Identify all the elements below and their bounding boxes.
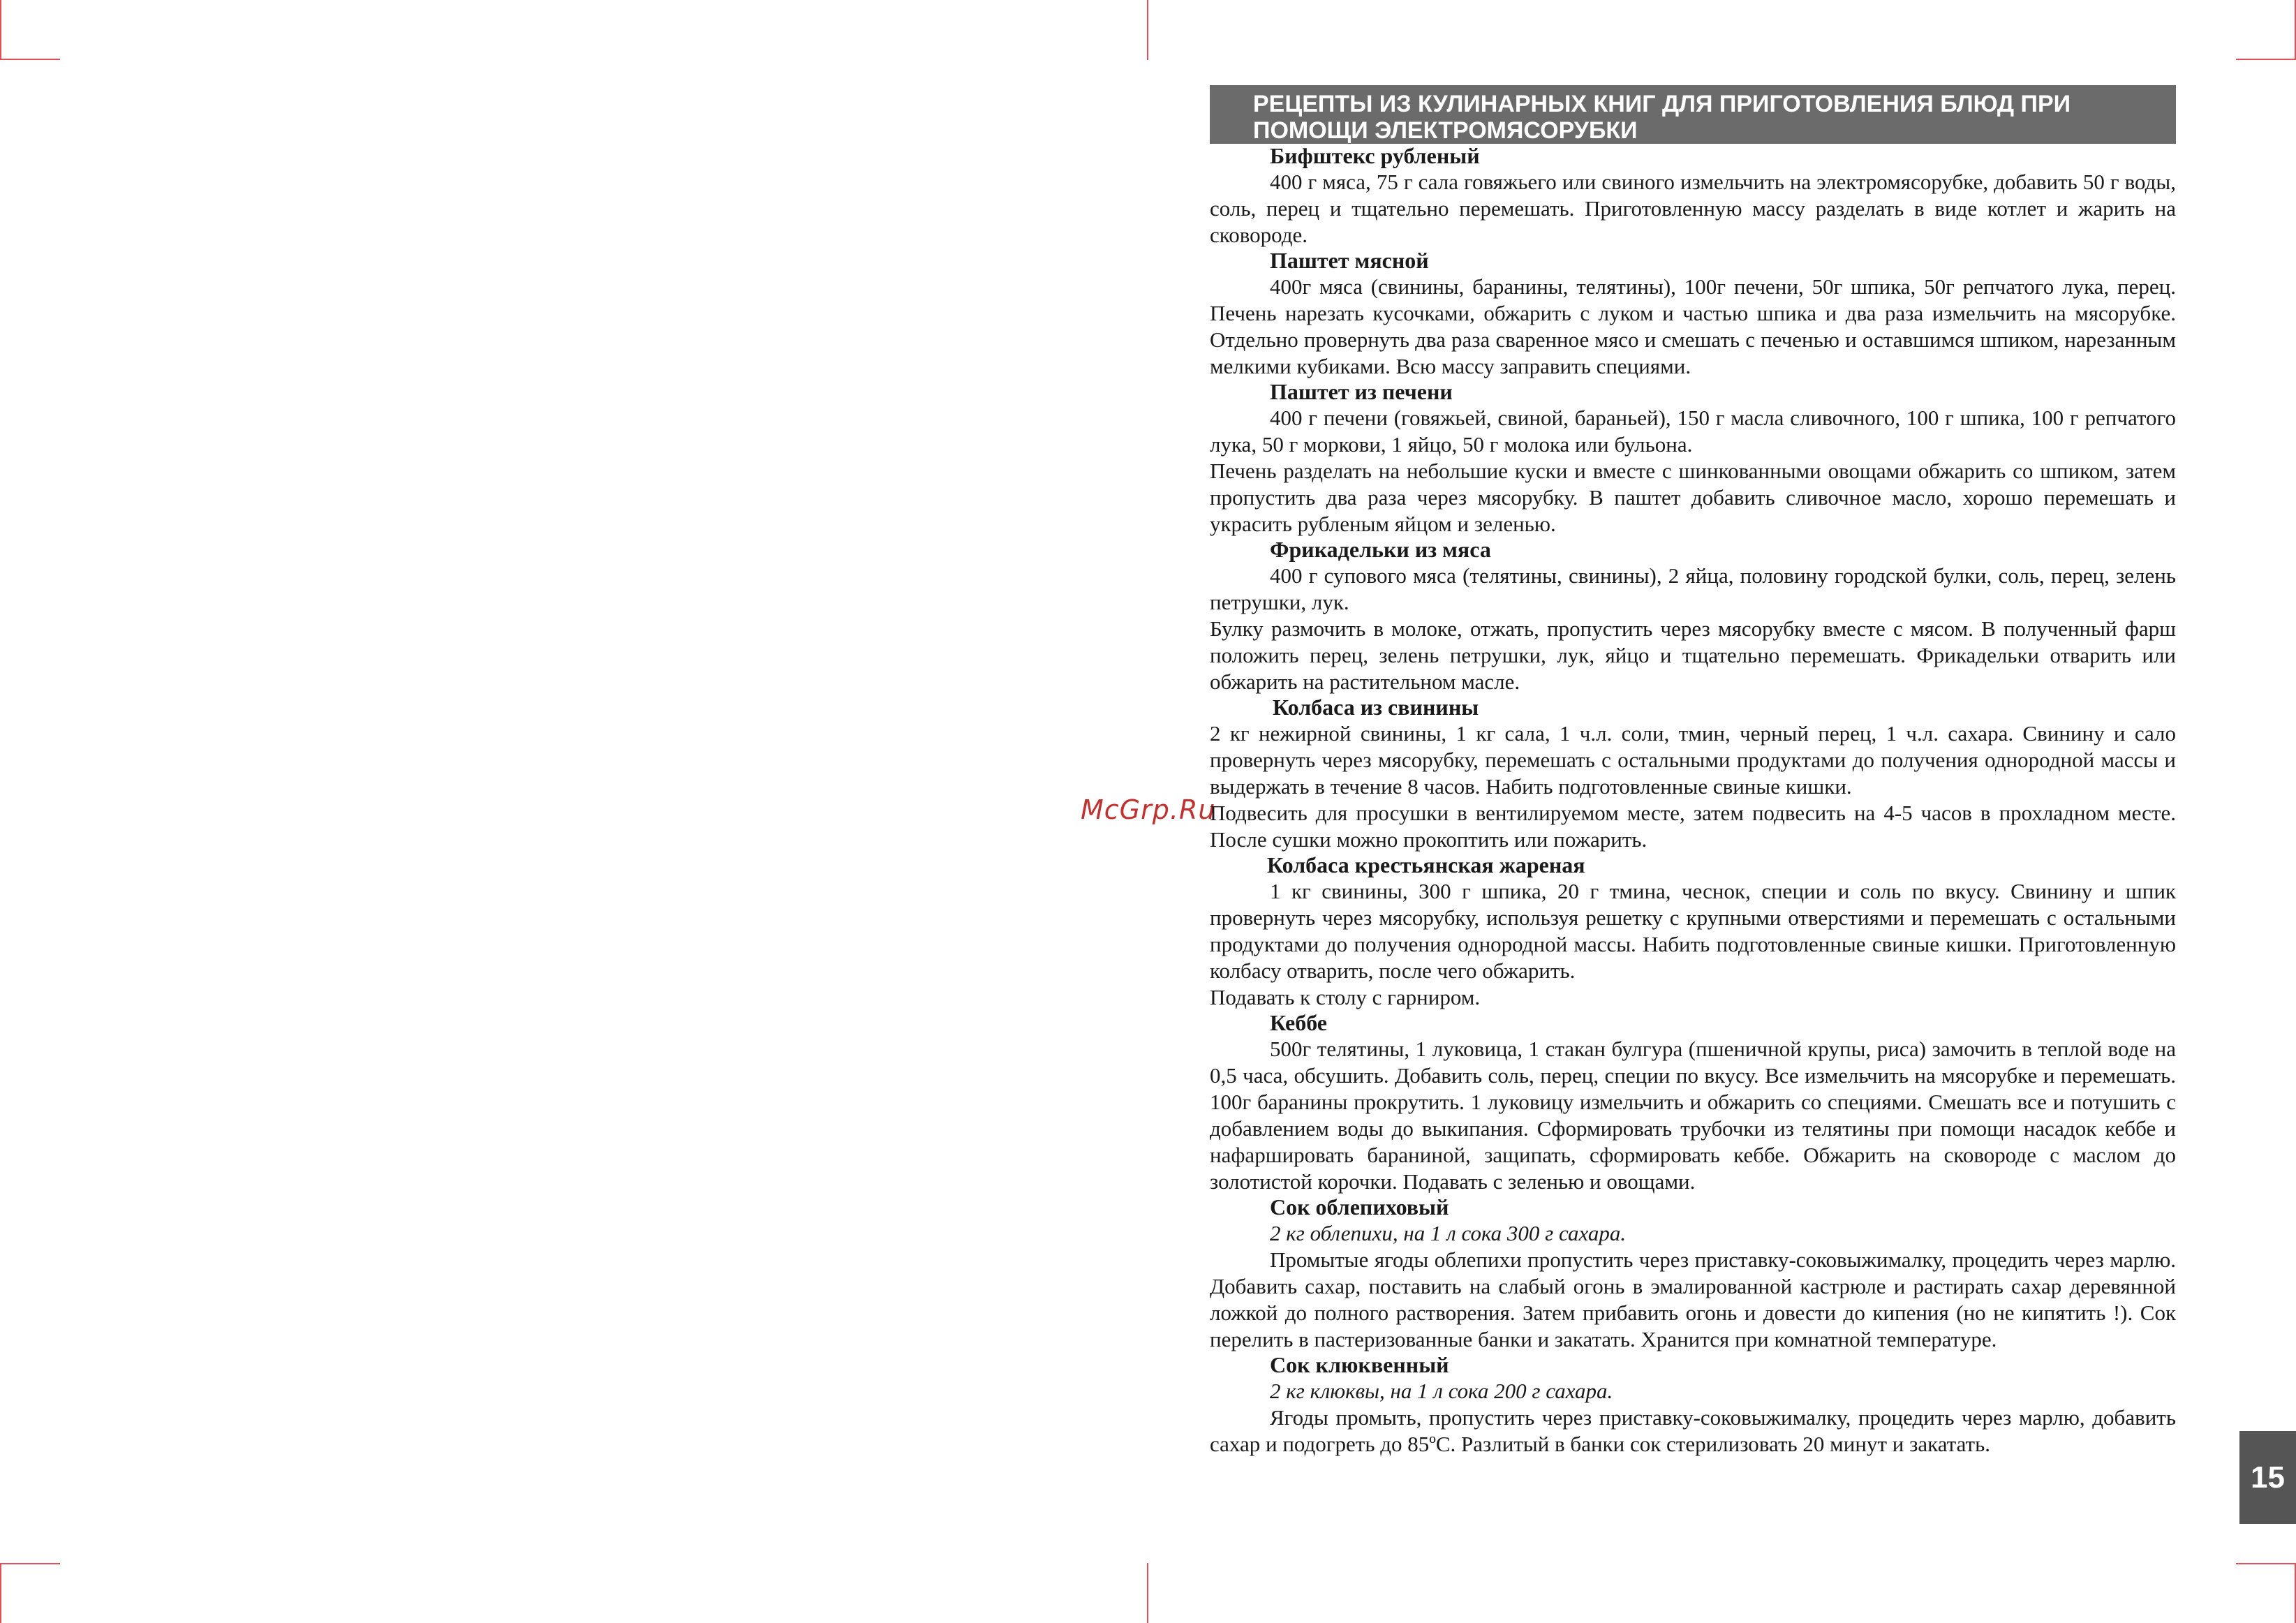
recipe-text: Булку размочить в молоке, отжать, пропустить через мясорубку вместе с мясом. В полученный фарш положить перец, зелень петрушки, лук, яйцо и тщательно перемешать. Фрикадельки отварить или обжарить на растительном масле. — [1210, 616, 2176, 694]
recipe-text: Подавать к столу с гарниром. — [1210, 985, 1481, 1009]
watermark: McGrp.Ru — [1081, 794, 1216, 825]
recipe-text: 400 г мяса, 75 г сала говяжьего или свиного измельчить на электромясорубке, добавить 50 г воды, соль, перец и тщательно перемешать. Приготовленную массу разделать в виде котлет и жарить на сковороде. — [1210, 170, 2176, 247]
recipe-title: Кеббе — [1270, 1010, 1327, 1035]
recipe-kolbasa-krestyanskaya — [1210, 852, 2176, 1011]
recipe-kebbe — [1210, 1009, 2176, 1195]
recipe-text: Печень разделать на небольшие куски и вместе с шинкованными овощами обжарить со шпиком, затем пропустить два раза через мясорубку. В паштет добавить сливочное масло, хорошо перемешать и украсить рубленым яйцом и зеленью. — [1210, 459, 2176, 536]
page-number: 15 — [2239, 1431, 2296, 1524]
crop-mark — [0, 0, 1, 60]
crop-mark — [2236, 1563, 2296, 1564]
recipe-title: Паштет из печени — [1270, 379, 1453, 404]
recipe-ingredients: 400 г печени (говяжьей, свиной, бараньей), 150 г масла сливочного, 100 г шпика, 100 г репчатого лука, 50 г моркови, 1 яйцо, 50 г молока или бульона. — [1210, 406, 2176, 457]
recipe-title: Бифштекс рубленый — [1270, 143, 1480, 168]
crop-mark — [0, 1563, 1, 1623]
recipe-ingredients: 2 кг облепихи, на 1 л сока 300 г сахара. — [1270, 1221, 1627, 1245]
recipe-text: Промытые ягоды облепихи пропустить через приставку-соковыжималку, процедить через марлю. Добавить сахар, поставить на слабый огонь в эмалированной кастрюле и растирать сахар деревянной ложкой до полного растворения. Затем прибавить огонь и довести до кипения (но не кипятить !). Сок перелить в пастеризованные банки и закатать. Хранится при комнатной температуре. — [1210, 1247, 2176, 1351]
recipe-title: Колбаса из свинины — [1273, 695, 1479, 720]
crop-mark — [1147, 1563, 1148, 1623]
recipe-text: 2 кг нежирной свинины, 1 кг сала, 1 ч.л. соли, тмин, черный перец, 1 ч.л. сахара. Свинину и сало провернуть через мясорубку, перемешать с остальными продуктами до получения однородной массы и выдержать в течение 8 часов. Набить подготовленные свиные кишки. — [1210, 721, 2176, 799]
recipe-frikadelki — [1210, 536, 2176, 695]
recipe-sok-oblepikhovy — [1210, 1194, 2176, 1353]
recipe-ingredients: 400 г супового мяса (телятины, свинины), 2 яйца, половину городской булки, соль, перец, зелень петрушки, лук. — [1210, 563, 2176, 614]
recipe-kolbasa-iz-svininy — [1210, 694, 2176, 853]
crop-mark — [0, 1563, 60, 1564]
recipe-text: 400г мяса (свинины, баранины, телятины), 100г печени, 50г шпика, 50г репчатого лука, перец. Печень нарезать кусочками, обжарить с луком и частью шпика и два раза измельчить на мясорубке. Отдельно провернуть два раза сваренное мясо и смешать с печенью и оставшимся шпиком, нарезанным мелкими кубиками. Всю массу заправить специями. — [1210, 274, 2176, 378]
recipe-pashtet-myasnoy — [1210, 247, 2176, 380]
recipe-page — [1210, 85, 2176, 1458]
crop-mark — [1147, 0, 1148, 60]
section-header: РЕЦЕПТЫ ИЗ КУЛИНАРНЫХ КНИГ ДЛЯ ПРИГОТОВЛЕНИЯ БЛЮД ПРИ ПОМОЩИ ЭЛЕКТРОМЯСОРУБКИ — [1210, 85, 2176, 144]
recipe-sok-klyukvenny — [1210, 1351, 2176, 1458]
recipe-text: 500г телятины, 1 луковица, 1 стакан булгура (пшеничной крупы, риса) замочить в теплой воде на 0,5 часа, обсушить. Добавить соль, перец, специи по вкусу. Все измельчить на мясорубке и перемешать. 100г баранины прокрутить. 1 луковицу измельчить и обжарить со специями. Смешать все и потушить с добавлением воды до выкипания. Сформировать трубочки из телятины при помощи насадок кеббе и нафаршировать бараниной, защипать, сформировать кеббе. Обжарить на сковороде с маслом до золотистой корочки. Подавать с зеленью и овощами. — [1210, 1037, 2176, 1194]
crop-mark — [0, 59, 60, 60]
recipe-title: Сок клюквенный — [1270, 1352, 1449, 1377]
recipe-ingredients: 2 кг клюквы, на 1 л сока 200 г сахара. — [1270, 1379, 1613, 1403]
recipe-text: Ягоды промыть, пропустить через приставку-соковыжималку, процедить через марлю, добавить сахар и подогреть до 85ºС. Разлитый в банки сок стерилизовать 20 минут и закатать. — [1210, 1405, 2176, 1456]
recipe-title: Сок облепиховый — [1270, 1194, 1449, 1220]
recipe-text: Подвесить для просушки в вентилируемом месте, затем подвесить на 4-5 часов в прохладном месте. После сушки можно прокоптить или пожарить. — [1210, 801, 2176, 852]
crop-mark — [2236, 59, 2296, 60]
recipe-bifshteks — [1210, 142, 2176, 249]
recipe-title: Паштет мясной — [1270, 248, 1429, 273]
recipe-pashtet-iz-pecheni — [1210, 378, 2176, 538]
recipe-title: Фрикадельки из мяса — [1270, 537, 1491, 562]
recipe-title: Колбаса крестьянская жареная — [1267, 852, 1585, 877]
recipe-text: 1 кг свинины, 300 г шпика, 20 г тмина, чеснок, специи и соль по вкусу. Свинину и шпик провернуть через мясорубку, используя решетку с крупными отверстиями и перемешать с остальными продуктами до получения однородной массы. Набить подготовленные свиные кишки. Приготовленную колбасу отварить, после чего обжарить. — [1210, 879, 2176, 983]
